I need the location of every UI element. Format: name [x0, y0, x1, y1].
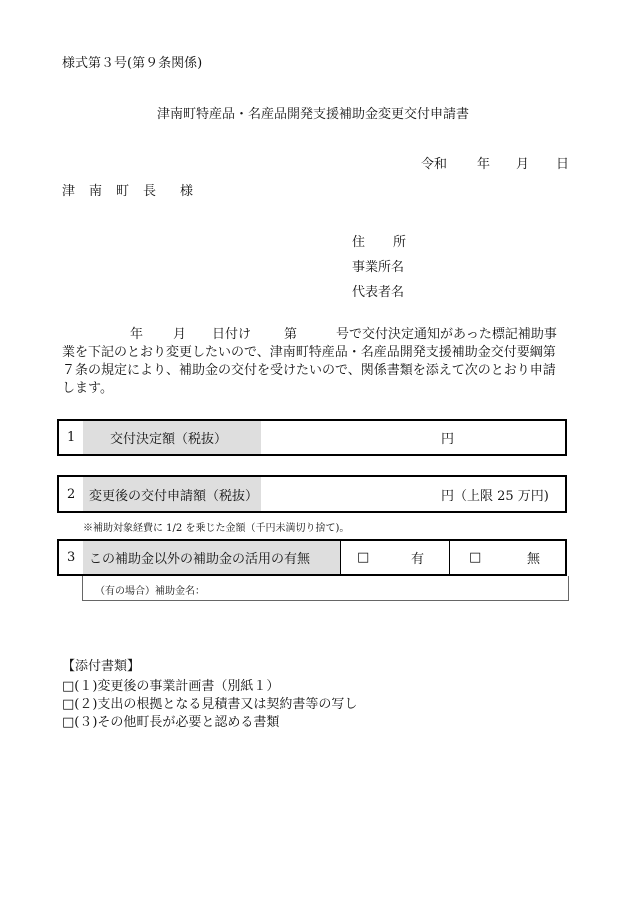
address-label-char: 所 [393, 235, 407, 250]
attachment-item: □(３)その他町長が必要と認める書類 [62, 715, 280, 730]
row-decided-amount [57, 419, 567, 456]
row-number: 2 [67, 486, 76, 502]
document-title: 津南町特産品・名産品開発支援補助金変更交付申請書 [157, 107, 470, 122]
date-year: 年 [477, 157, 491, 172]
changed-amount-unit: 円（上限 25 万円) [441, 488, 549, 504]
row-number: 1 [67, 430, 76, 445]
option-no-label: 無 [527, 552, 541, 567]
checkbox-no[interactable]: □ [469, 550, 482, 565]
addressee-char: 津 [62, 184, 76, 199]
cell-divider [340, 541, 341, 574]
date-day: 日 [556, 157, 570, 172]
attachment-item: □(２)支出の根拠となる見積書又は契約書等の写し [62, 697, 358, 712]
addressee-char: 南 [89, 184, 103, 199]
addressee-char: 長 [143, 184, 157, 199]
option-yes-label: 有 [411, 552, 425, 567]
date-month: 月 [516, 157, 530, 172]
request-paragraph [62, 326, 572, 398]
blank-month: 月 [173, 327, 187, 342]
cell-divider [449, 541, 450, 574]
decided-amount-label: 交付決定額（税抜） [83, 421, 261, 454]
row-other-subsidy [57, 539, 567, 576]
attachment-item: □(１)変更後の事業計画書（別紙１） [62, 679, 280, 694]
date-era: 令和 [421, 157, 448, 172]
form-number: 様式第３号(第９条関係) [62, 56, 203, 71]
paragraph-text: 号で交付決定通知があった標記補助事 [336, 327, 557, 342]
subsidy-name-label: （有の場合）補助金名： [95, 586, 205, 597]
row-changed-amount [57, 475, 567, 513]
subsidy-name-row [82, 576, 569, 601]
other-subsidy-label: この補助金以外の補助金の活用の有無 [83, 541, 340, 574]
addressee-char: 町 [116, 184, 130, 199]
row-number: 3 [67, 550, 76, 565]
blank-year: 年 [130, 327, 144, 342]
blank-number-prefix: 第 [284, 327, 298, 342]
business-name-label: 事業所名 [352, 260, 405, 275]
representative-label: 代表者名 [352, 285, 405, 300]
paragraph-line: ７条の規定により、補助金の交付を受けたいので、関係書類を添えて次のとおり申請 [62, 363, 556, 378]
changed-amount-label: 変更後の交付申請額（税抜） [83, 477, 261, 511]
subsidy-note: ※補助対象経費に 1/2 を乗じた金額（千円未満切り捨て)。 [83, 523, 350, 534]
paragraph-line [62, 326, 572, 344]
attachments-heading: 【添付書類】 [62, 659, 141, 674]
paragraph-line: 業を下記のとおり変更したいので、津南町特産品・名産品開発支援補助金交付要綱第 [62, 345, 556, 360]
decided-amount-unit: 円 [441, 432, 455, 447]
addressee-honorific: 様 [180, 184, 194, 199]
paragraph-line: します。 [62, 381, 113, 396]
checkbox-yes[interactable]: □ [357, 550, 370, 565]
address-label-char: 住 [352, 235, 366, 250]
blank-dated: 日付け [212, 327, 252, 342]
